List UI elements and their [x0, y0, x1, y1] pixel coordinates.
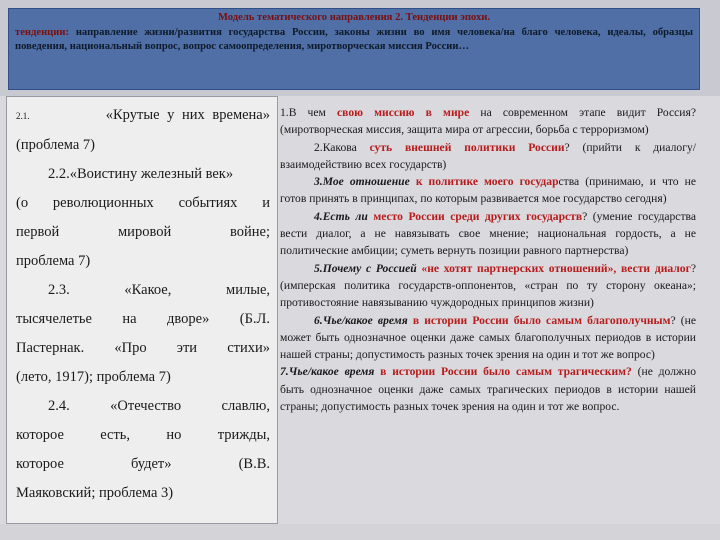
works-list-panel — [6, 96, 278, 524]
work-item-4-line4: Маяковский; проблема 3) — [16, 485, 174, 501]
header-title: Модель тематического направления 2. Тенденции эпохи. — [217, 12, 491, 23]
question-2: 2.Какова суть внешней политики России? (прийти к диалогу/взаимодействию всех государств) — [280, 140, 696, 171]
work-item-3-line4: (лето, 1917); проблема 7) — [16, 369, 171, 385]
work-item-3: 2.3. «Какое, милые, — [48, 282, 270, 298]
question-7: 7.Чье/какое время в истории России было самым трагическим? (не должно быть однозначное оценки даже самых трагических периодов в истории нашей страны; допустимость разных точек зрения на один и тот же вопрос. — [280, 365, 696, 414]
work-item-1: 2.1. «Крутые у них времена» — [16, 107, 270, 123]
question-4: 4.Есть ли место России среди других государств? (умение государства вести диалог, а не навязывать свое мнение; национальная гордость, а не политические амбиции; суметь вернуть позиции равного партнерства) — [280, 209, 696, 258]
work-item-2-line4: проблема 7) — [16, 253, 91, 269]
bottom-strip — [0, 524, 720, 540]
work-item-2-line3: первой мировой войне; — [16, 224, 270, 240]
work-item-2-line2: (о революционных событиях и — [16, 195, 270, 211]
work-item-3-line3: Пастернак. «Про эти стихи» — [16, 340, 270, 356]
header-label: тенденции: — [15, 26, 70, 38]
question-1: 1.В чем свою миссию в мире на современном этапе видит Россия? (миротворческая миссия, защита мира от агрессии, борьба с терроризмом) — [280, 106, 696, 137]
header-text: направление жизни/развития государства России, законы жизни во имя человека/на благо человека, идеалы, образцы поведения, национальный вопрос, вопрос самоопределения, миротворческая миссия России… — [15, 26, 693, 52]
work-item-4-line2: которое есть, но трижды, — [16, 427, 270, 443]
topic-header — [8, 8, 700, 90]
question-6: 6.Чье/какое время в истории России было самым благополучным? (не может быть однозначное оценки даже самых благополучных периодов в истории нашей страны; допустимость разных точек зрения на один и тот же вопрос) — [280, 313, 696, 362]
work-item-4-line3: которое будет» (В.В. — [16, 456, 270, 472]
work-item-3-line2: тысячелетье на дворе» (Б.Л. — [16, 311, 270, 327]
questions-panel — [278, 98, 696, 518]
work-item-4: 2.4. «Отечество славлю, — [48, 398, 270, 414]
question-5: 5.Почему с Россией «не хотят партнерских отношений», вести диалог? (имперская политика государств-оппонентов, «стран по ту сторону океана»; противостояние навязыванию чуждородных принципов жизни) — [280, 261, 697, 310]
work-item-1-note: (проблема 7) — [16, 137, 95, 153]
work-item-2: 2.2.«Воистину железный век» — [48, 166, 234, 182]
question-3: 3.Мое отношение к политике моего государства (принимаю, и что не готов принять в принципах, по которым развивается мое государство сегодня) — [280, 175, 696, 206]
